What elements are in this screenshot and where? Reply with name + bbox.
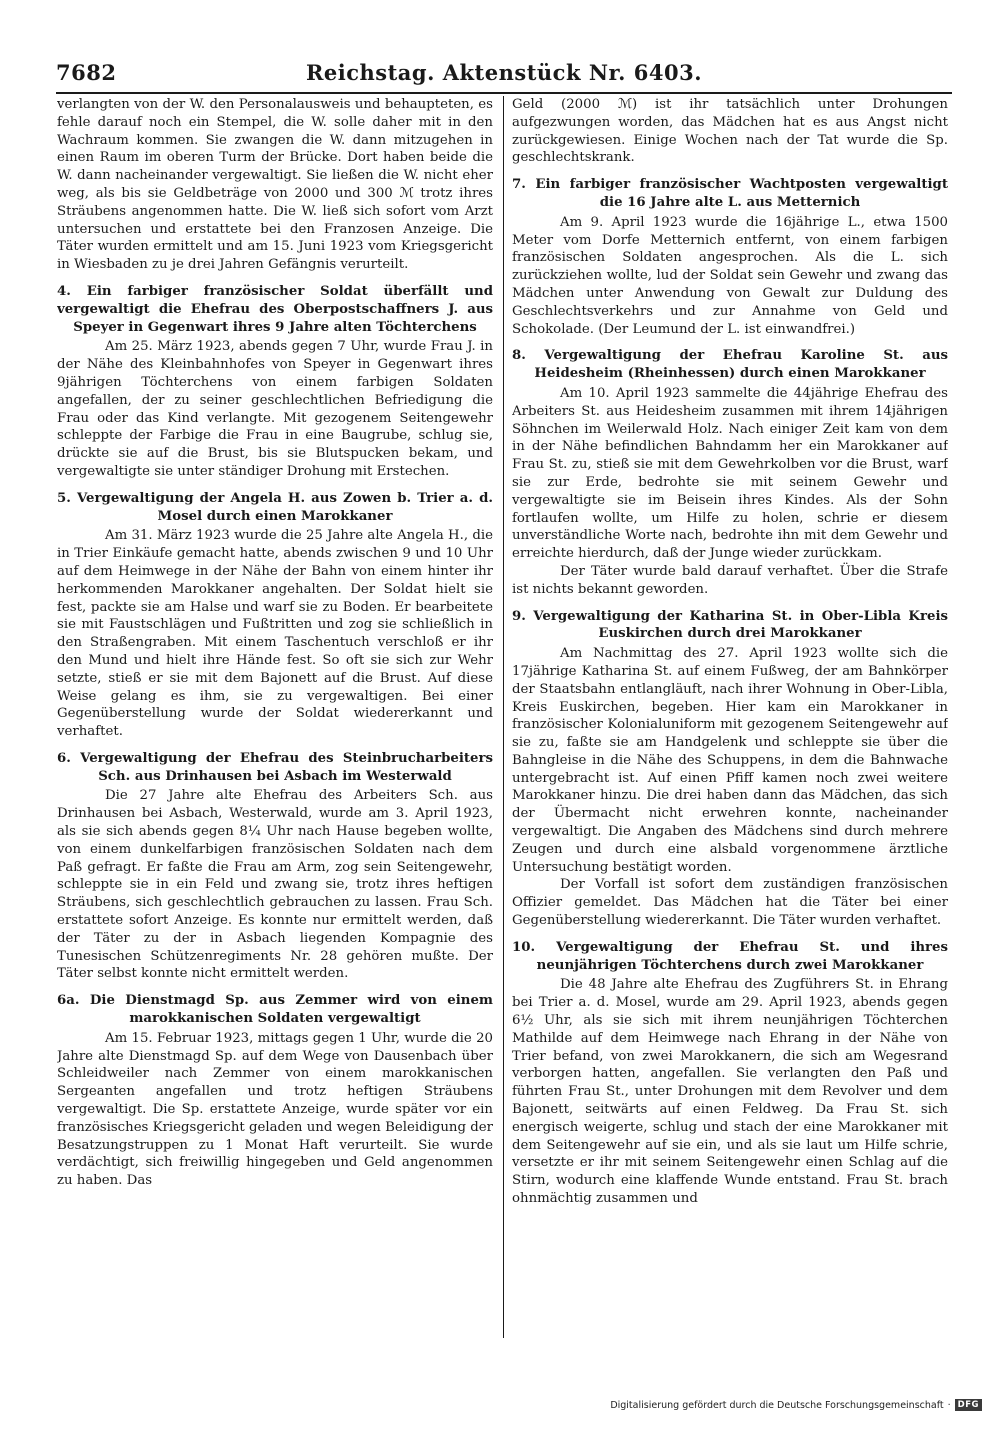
section-heading: 6a. Die Dienstmagd Sp. aus Zemmer wird von einem marokkanischen Soldaten vergewaltigt [57, 993, 493, 1027]
dfg-logo: DFG [955, 1399, 982, 1411]
page-number: 7682 [56, 60, 117, 85]
page-header [56, 60, 952, 90]
section-heading: 10. Vergewaltigung der Ehefrau St. und ihres neunjährigen Töchterchens durch zwei Marokkaner [512, 939, 948, 973]
right-column [512, 96, 948, 1346]
header-rule [56, 92, 952, 94]
running-title: Reichstag. Aktenstück Nr. 6403. [305, 60, 703, 85]
paragraph: Am 15. Februar 1923, mittags gegen 1 Uhr, wurde die 20 Jahre alte Dienstmagd Sp. auf dem Wege von Dausenbach über Schleidweiler nach Zemmer von einem marokkanischen Sergeanten angefallen und trotz heftigen Sträubens vergewaltigt. Die Sp. erstattete Anzeige, wurde später vor ein französisches Kriegsgericht geladen und wegen Beleidigung der Besatzungstruppen zu 1 Monat Haft verurteilt. Sie wurde verdächtigt, sich freiwillig hingegeben und Geld angenommen zu haben. Das [57, 1030, 493, 1189]
column-divider [503, 96, 504, 1338]
section-heading: 7. Ein farbiger französischer Wachtposten vergewaltigt die 16 Jahre alte L. aus Metternich [512, 177, 948, 210]
paragraph: Geld (2000 ℳ) ist ihr tatsächlich unter Drohungen aufgezwungen worden, das Mädchen hat es aus Angst nicht zurückgewiesen. Einige Wochen nach der Tat wurde die Sp. geschlechtskrank. [512, 97, 948, 166]
paragraph: Der Täter wurde bald darauf verhaftet. Über die Strafe ist nichts bekannt geworden. [512, 563, 948, 597]
paragraph: Am 10. April 1923 sammelte die 44jährige Ehefrau des Arbeiters St. aus Heidesheim zusammen mit ihrem 14jährigen Söhnchen im Weilerwald Holz. Nach einiger Zeit kam von dem in der Nähe befindlichen Bahndamm her ein Marokkaner auf Frau St. zu, stieß sie mit dem Gewehrkolben vor die Brust, warf sie zur Erde, bedrohte sie mit seinem Gewehr und vergewaltigte sie im Beisein ihres Kindes. Als der Sohn fortlaufen wollte, um Hilfe zu holen, schrie er diesem unverständliche Worte nach, bedrohte ihn mit dem Gewehr und erreichte hierdurch, daß der Junge wieder zurückkam. [512, 385, 948, 562]
left-column [57, 96, 493, 1346]
paragraph: Die 27 Jahre alte Ehefrau des Arbeiters Sch. aus Drinhausen bei Asbach, Westerwald, wurde am 3. April 1923, als sie sich abends gegen 8¼ Uhr nach Hause begeben wollte, von einem dunkelfarbigen französischen Soldaten nach dem Paß gefragt. Er faßte die Frau am Arm, zog sein Seitengewehr, schleppte sie in ein Feld und zwang sie, trotz ihres heftigen Sträubens, sich geschlechtlich gebrauchen zu lassen. Frau Sch. erstattete sofort Anzeige. Es konnte nur ermittelt werden, daß der Täter zu der in Asbach liegenden Kompagnie des Tunesischen Schützenregiments Nr. 28 gehören mußte. Der Täter selbst konnte nicht ermittelt werden. [57, 788, 493, 982]
paragraph: verlangten von der W. den Personalausweis und behaupteten, es fehle darauf noch ein Stempel, die W. solle daher mit in den Wachraum kommen. Sie zwangen die W. dann mitzugehen in einen Raum im oberen Turm der Brücke. Dort haben beide die W. dann nacheinander vergewaltigt. Sie ließen die W. nicht eher weg, als bis sie Geldbeträge von 2000 und 300 ℳ trotz ihres Sträubens angenommen hatte. Die W. ließ sich sofort vom Arzt untersuchen und erstattete bei den Franzosen Anzeige. Die Täter wurden ermittelt und am 15. Juni 1923 vom Kriegsgericht in Wiesbaden zu je drei Jahren Gefängnis verurteilt. [57, 97, 493, 273]
paragraph: Am 25. März 1923, abends gegen 7 Uhr, wurde Frau J. in der Nähe des Kleinbahnhofes von Speyer in Gegenwart ihres 9jährigen Töchterchens von einem farbigen Soldaten angefallen, der zu seiner geschlechtlichen Befriedigung die Frau oder das Kind verlangte. Mit gezogenem Seitengewehr schleppte der Farbige die Frau in eine Baugrube, schlug sie, drückte sie auf die Brust, bis sie Blutspucken bekam, und vergewaltigte sie unter ständiger Drohung mit Erstechen. [57, 339, 493, 479]
section-heading: 4. Ein farbiger französischer Soldat überfällt und vergewaltigt die Ehefrau des Oberpostschaffners J. aus Speyer in Gegenwart ihres 9 Jahre alten Töchterchens [57, 283, 493, 335]
paragraph: Am Nachmittag des 27. April 1923 wollte sich die 17jährige Katharina St. auf einem Fußweg, der am Bahnkörper der Staatsbahn entlangläuft, nach ihrer Wohnung in Ober-Libla, Kreis Euskirchen, begeben. Hier kam ein Marokkaner in französischer Kolonialuniform mit gezogenem Seitengewehr auf sie zu, faßte sie am Handgelenk und schleppte sie über die Bahngleise in die Nähe des Schuppens, in dem die Bahnwache untergebracht ist. Auf einen Pfiff kamen noch zwei weitere Marokkaner hinzu. Die drei haben dann das Mädchen, das sich der Übermacht nicht erwehren konnte, nacheinander vergewaltigt. Die Angaben des Mädchens sind durch mehrere Zeugen und durch eine alsbald vorgenommene ärztliche Untersuchung bestätigt worden. [512, 646, 948, 875]
section-heading: 8. Vergewaltigung der Ehefrau Karoline St. aus Heidesheim (Rheinhessen) durch einen Marokkaner [512, 348, 948, 382]
paragraph: Am 31. März 1923 wurde die 25 Jahre alte Angela H., die in Trier Einkäufe gemacht hatte, abends zwischen 9 und 10 Uhr auf dem Heimwege in der Nähe der Bahn von einem hinter ihr herkommenden Marokkaner angehalten. Der Soldat hielt sie fest, packte sie am Halse und warf sie zu Boden. Er bearbeitete sie mit Faustschlägen und Fußtritten und zog sie schließlich in den Straßengraben. Mit einem Taschentuch verschloß er ihr den Mund und hielt ihre Hände fest. So oft sie sich zur Wehr setzte, stieß er sie mit dem Bajonett auf die Brust. Auf diese Weise gelang es ihm, sie zu vergewaltigen. Bei einer Gegenüberstellung wurde der Soldat wiedererkannt und verhaftet. [57, 528, 493, 740]
paragraph: Am 9. April 1923 wurde die 16jährige L., etwa 1500 Meter vom Dorfe Metternich entfernt, von einem farbigen französischen Soldaten angesprochen. Als die L. sich zurückziehen wollte, lud der Soldat sein Gewehr und zwang das Mädchen unter Anwendung von Gewalt zur Duldung des Geschlechtsverkehrs und zur Annahme von Geld und Schokolade. (Der Leumund der L. ist einwandfrei.) [512, 214, 948, 337]
footer: Digitalisierung gefördert durch die Deutsche Forschungsgemeinschaft · DFG [610, 1399, 982, 1411]
paragraph: Die 48 Jahre alte Ehefrau des Zugführers St. in Ehrang bei Trier a. d. Mosel, wurde am 29. April 1923, abends gegen 6½ Uhr, als sie sich mit ihrem neunjährigen Töchterchen Mathilde auf dem Heimwege nach Ehrang in der Nähe von Trier befand, von zwei Marokkanern, die sich am Wegesrand verborgen hatten, angefallen. Sie verlangten den Paß und führten Frau St., unter Drohungen mit dem Revolver und dem Bajonett, seitwärts auf einen Feldweg. Da Frau St. sich energisch weigerte, schlug und stach der eine Marokkaner mit dem Seitengewehr auf sie ein, und als sie laut um Hilfe schrie, versetzte er ihr mit seinem Seitengewehr einen Schlag auf die Stirn, wodurch eine klaffende Wunde entstand. Frau St. brach ohnmächtig zusammen und [512, 977, 948, 1207]
section-heading: 5. Vergewaltigung der Angela H. aus Zowen b. Trier a. d. Mosel durch einen Marokkaner [57, 490, 493, 524]
section-heading: 9. Vergewaltigung der Katharina St. in Ober-Libla Kreis Euskirchen durch drei Marokkaner [512, 608, 948, 642]
footer-credit: Digitalisierung gefördert durch die Deutsche Forschungsgemeinschaft [610, 1399, 944, 1411]
paragraph: Der Vorfall ist sofort dem zuständigen französischen Offizier gemeldet. Das Mädchen hat die Täter bei einer Gegenüberstellung wiedererkannt. Die Täter wurden verhaftet. [512, 877, 948, 929]
section-heading: 6. Vergewaltigung der Ehefrau des Steinbrucharbeiters Sch. aus Drinhausen bei Asbach im Westerwald [57, 750, 493, 784]
